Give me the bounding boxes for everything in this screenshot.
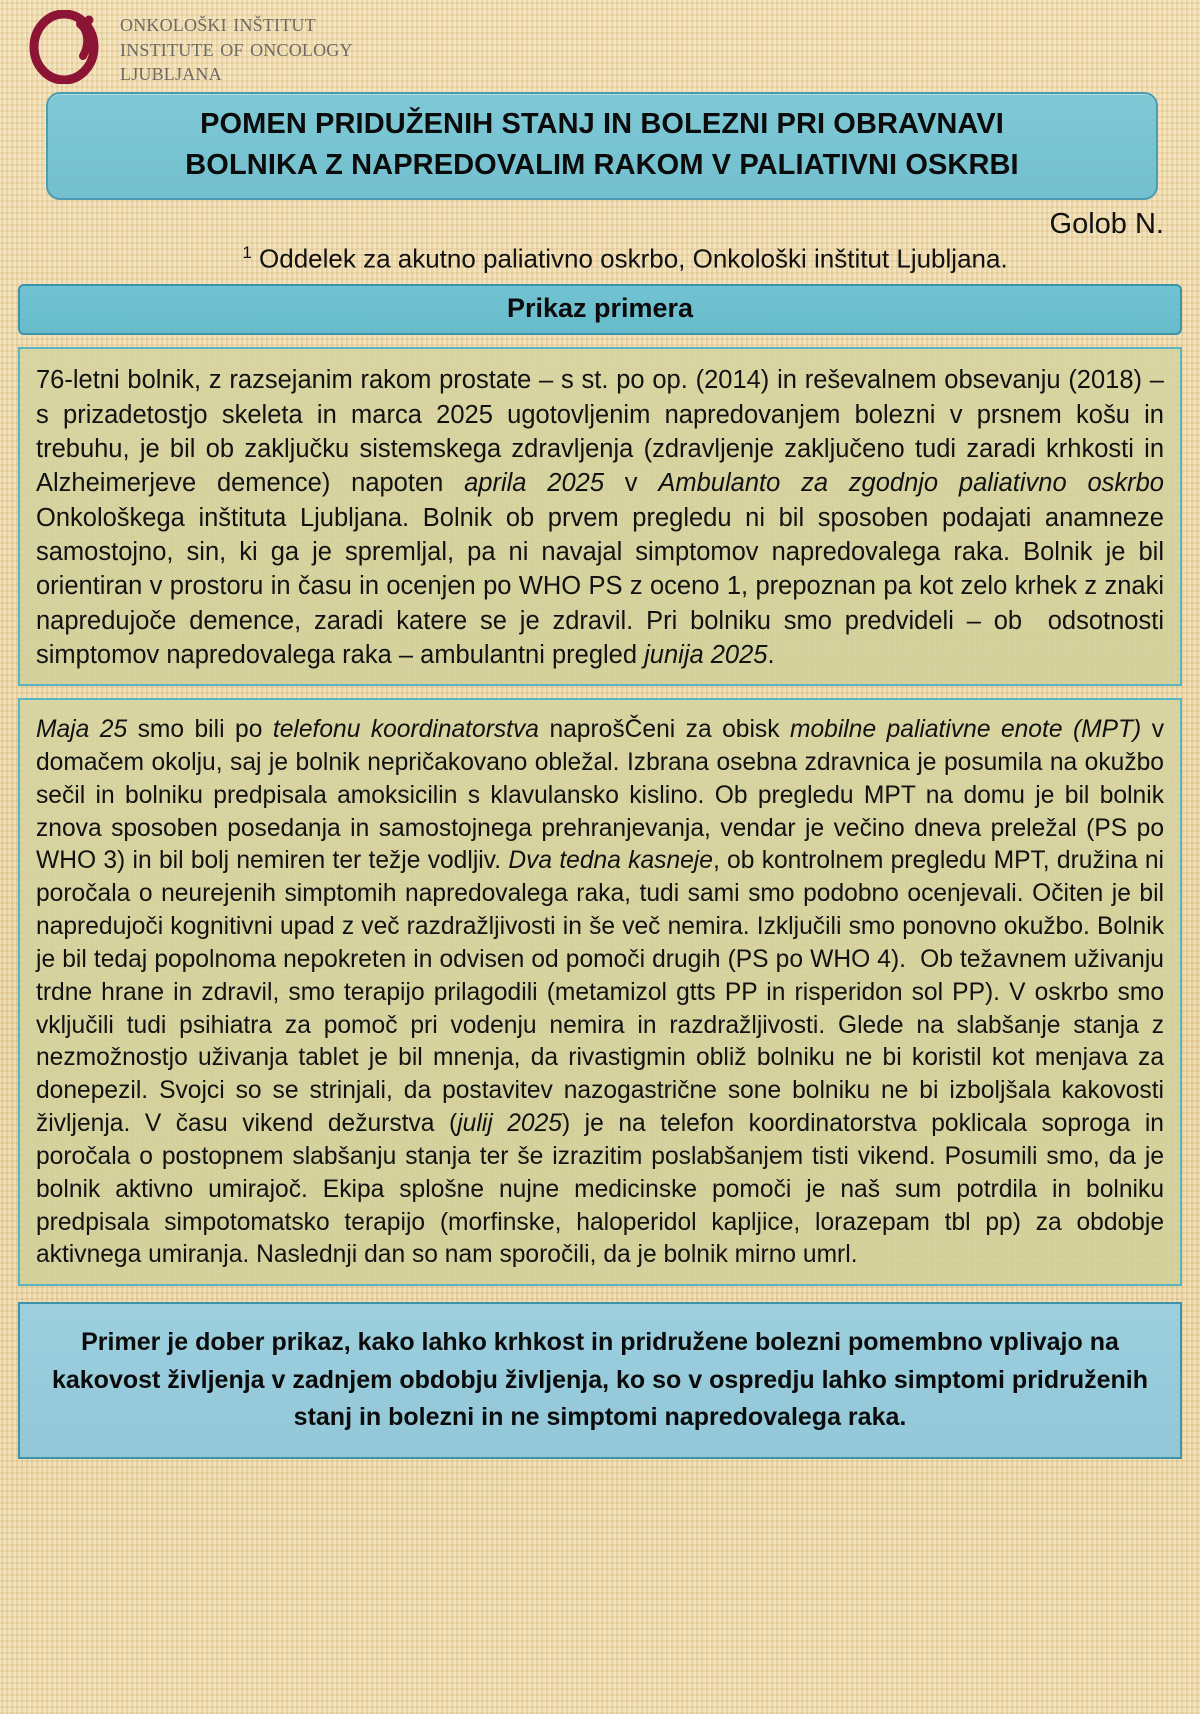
author-names: Golob N. (1049, 208, 1164, 241)
case-course-paragraph: Maja 25 smo bili po telefonu koordinatorstva naprošČeni za obisk mobilne paliativne enote (MPT) v domačem okolju, saj je bolnik nepričakovano obležal. Izbrana osebna zdravnica je posumila na okužbo sečil in bolniku predpisala amoksicilin s klavulansko kislino. Ob pregledu MPT na domu je bil bolnik znova sposoben posedanja in samostojnega prehranjevanja, vendar je večino dneva preležal (PS po WHO 3) in bil bolj nemiren ter težje vodljiv. Dva tedna kasneje, ob kontrolnem pregledu MPT, družina ni poročala o neurejenih simptomih napredovalega raka, tudi sami smo podobno ocenjevali. Očiten je bil napredujoči kognitivni upad z več razdražljivosti in še več nemira. Izključili smo ponovno okužbo. Bolnik je bil tedaj popolnoma nepokreten in odvisen od pomoči drugih (PS po WHO 4). Ob težavnem uživanju trdne hrane in zdravil, smo terapijo prilagodili (metamizol gtts PP in risperidon sol PP). V oskrbo smo vključili tudi psihiatra za pomoč pri vodenju nemira in razdražljivosti. Glede na slabšanje stanja z nezmožnostjo uživanja tablet je bil mnenja, da rivastigmin obliž bolniku ne bi koristil kot menjava za donepezil. Svojci so se strinjali, da postavitev nazogastrične sone bolniku ne bi izboljšala kakovosti življenja. V času vikend dežurstva (julij 2025) je na telefon koordinatorstva poklicala soproga in poročala o postopnem slabšanju stanja ter še izrazitim poslabšanjem tisti vikend. Posumili smo, da je bolnik aktivno umirajoč. Ekipa splošne nujne medicinske pomoči je naš sum potrdila in bolniku predpisala simpotomatsko terapijo (morfinske, haloperidol kapljice, lorazepam tbl pp) za obdobje aktivnega umiranja. Naslednji dan so nam sporočili, da je bolnik mirno umrl. (36, 716, 1165, 1269)
section-header-label: Prikaz primera (506, 293, 694, 324)
case-course-box (18, 698, 1182, 1286)
oncology-institute-o-logo-icon (28, 10, 106, 84)
institution-header (0, 0, 1200, 92)
case-history-box (18, 347, 1182, 686)
affiliation-marker: 1 (242, 242, 252, 262)
institution-line-en: institute of oncology (120, 34, 353, 62)
page-title-line-1: POMEN PRIDUŽENIH STANJ IN BOLEZNI PRI OBRAVNAVI (200, 108, 1004, 140)
page-title-line-2: BOLNIKA Z NAPREDOVALIM RAKOM V PALIATIVNI OSKRBI (185, 149, 1019, 182)
affiliation-text: Oddelek za akutno paliativno oskrbo, Onkološki inštitut Ljubljana. (259, 243, 1008, 274)
institution-line-sl: onkološki inštitut (120, 10, 316, 37)
poster-title (46, 92, 1158, 200)
section-header-case-report (18, 284, 1182, 335)
conclusion-box (18, 1302, 1182, 1459)
institution-line-city: ljubljana (120, 59, 222, 86)
author-list (46, 206, 1164, 242)
conclusion-text: Primer je dober prikaz, kako lahko krhkost in pridružene bolezni pomembno vplivajo na kakovost življenja v zadnjem obdobju življenja, ko so v ospredju lahko simptomi pridruženih stanj in bolezni in ne simptomi napredovalega raka. (51, 1328, 1149, 1432)
author-affiliation (46, 243, 1164, 275)
case-history-paragraph: 76-letni bolnik, z razsejanim rakom prostate – s st. po op. (2014) in reševalnem obsevanju (2018) – s prizadetostjo skeleta in marca 2025 ugotovljenim napredovanjem bolezni v prsnem košu in trebuhu, je bil ob zaključku sistemskega zdravljenja (zdravljenje zaključeno tudi zaradi krhkosti in Alzheimerjeve demence) napoten aprila 2025 v Ambulanto za zgodnjo paliativno oskrbo Onkološkega inštituta Ljubljana. Bolnik ob prvem pregledu ni bil sposoben podajati anamneze samostojno, sin, ki ga je spremljal, pa ni navajal simptomov napredovalega raka. Bolnik je bil orientiran v prostoru in času in ocenjen po WHO PS z oceno 1, prepoznan pa kot zelo krhek z znaki napredujoče demence, zaradi katere se je zdravil. Pri bolniku smo predvideli – ob odsotnosti simptomov napredovalega raka – ambulantni pregled junija 2025. (36, 366, 1164, 669)
institution-name (120, 8, 353, 86)
